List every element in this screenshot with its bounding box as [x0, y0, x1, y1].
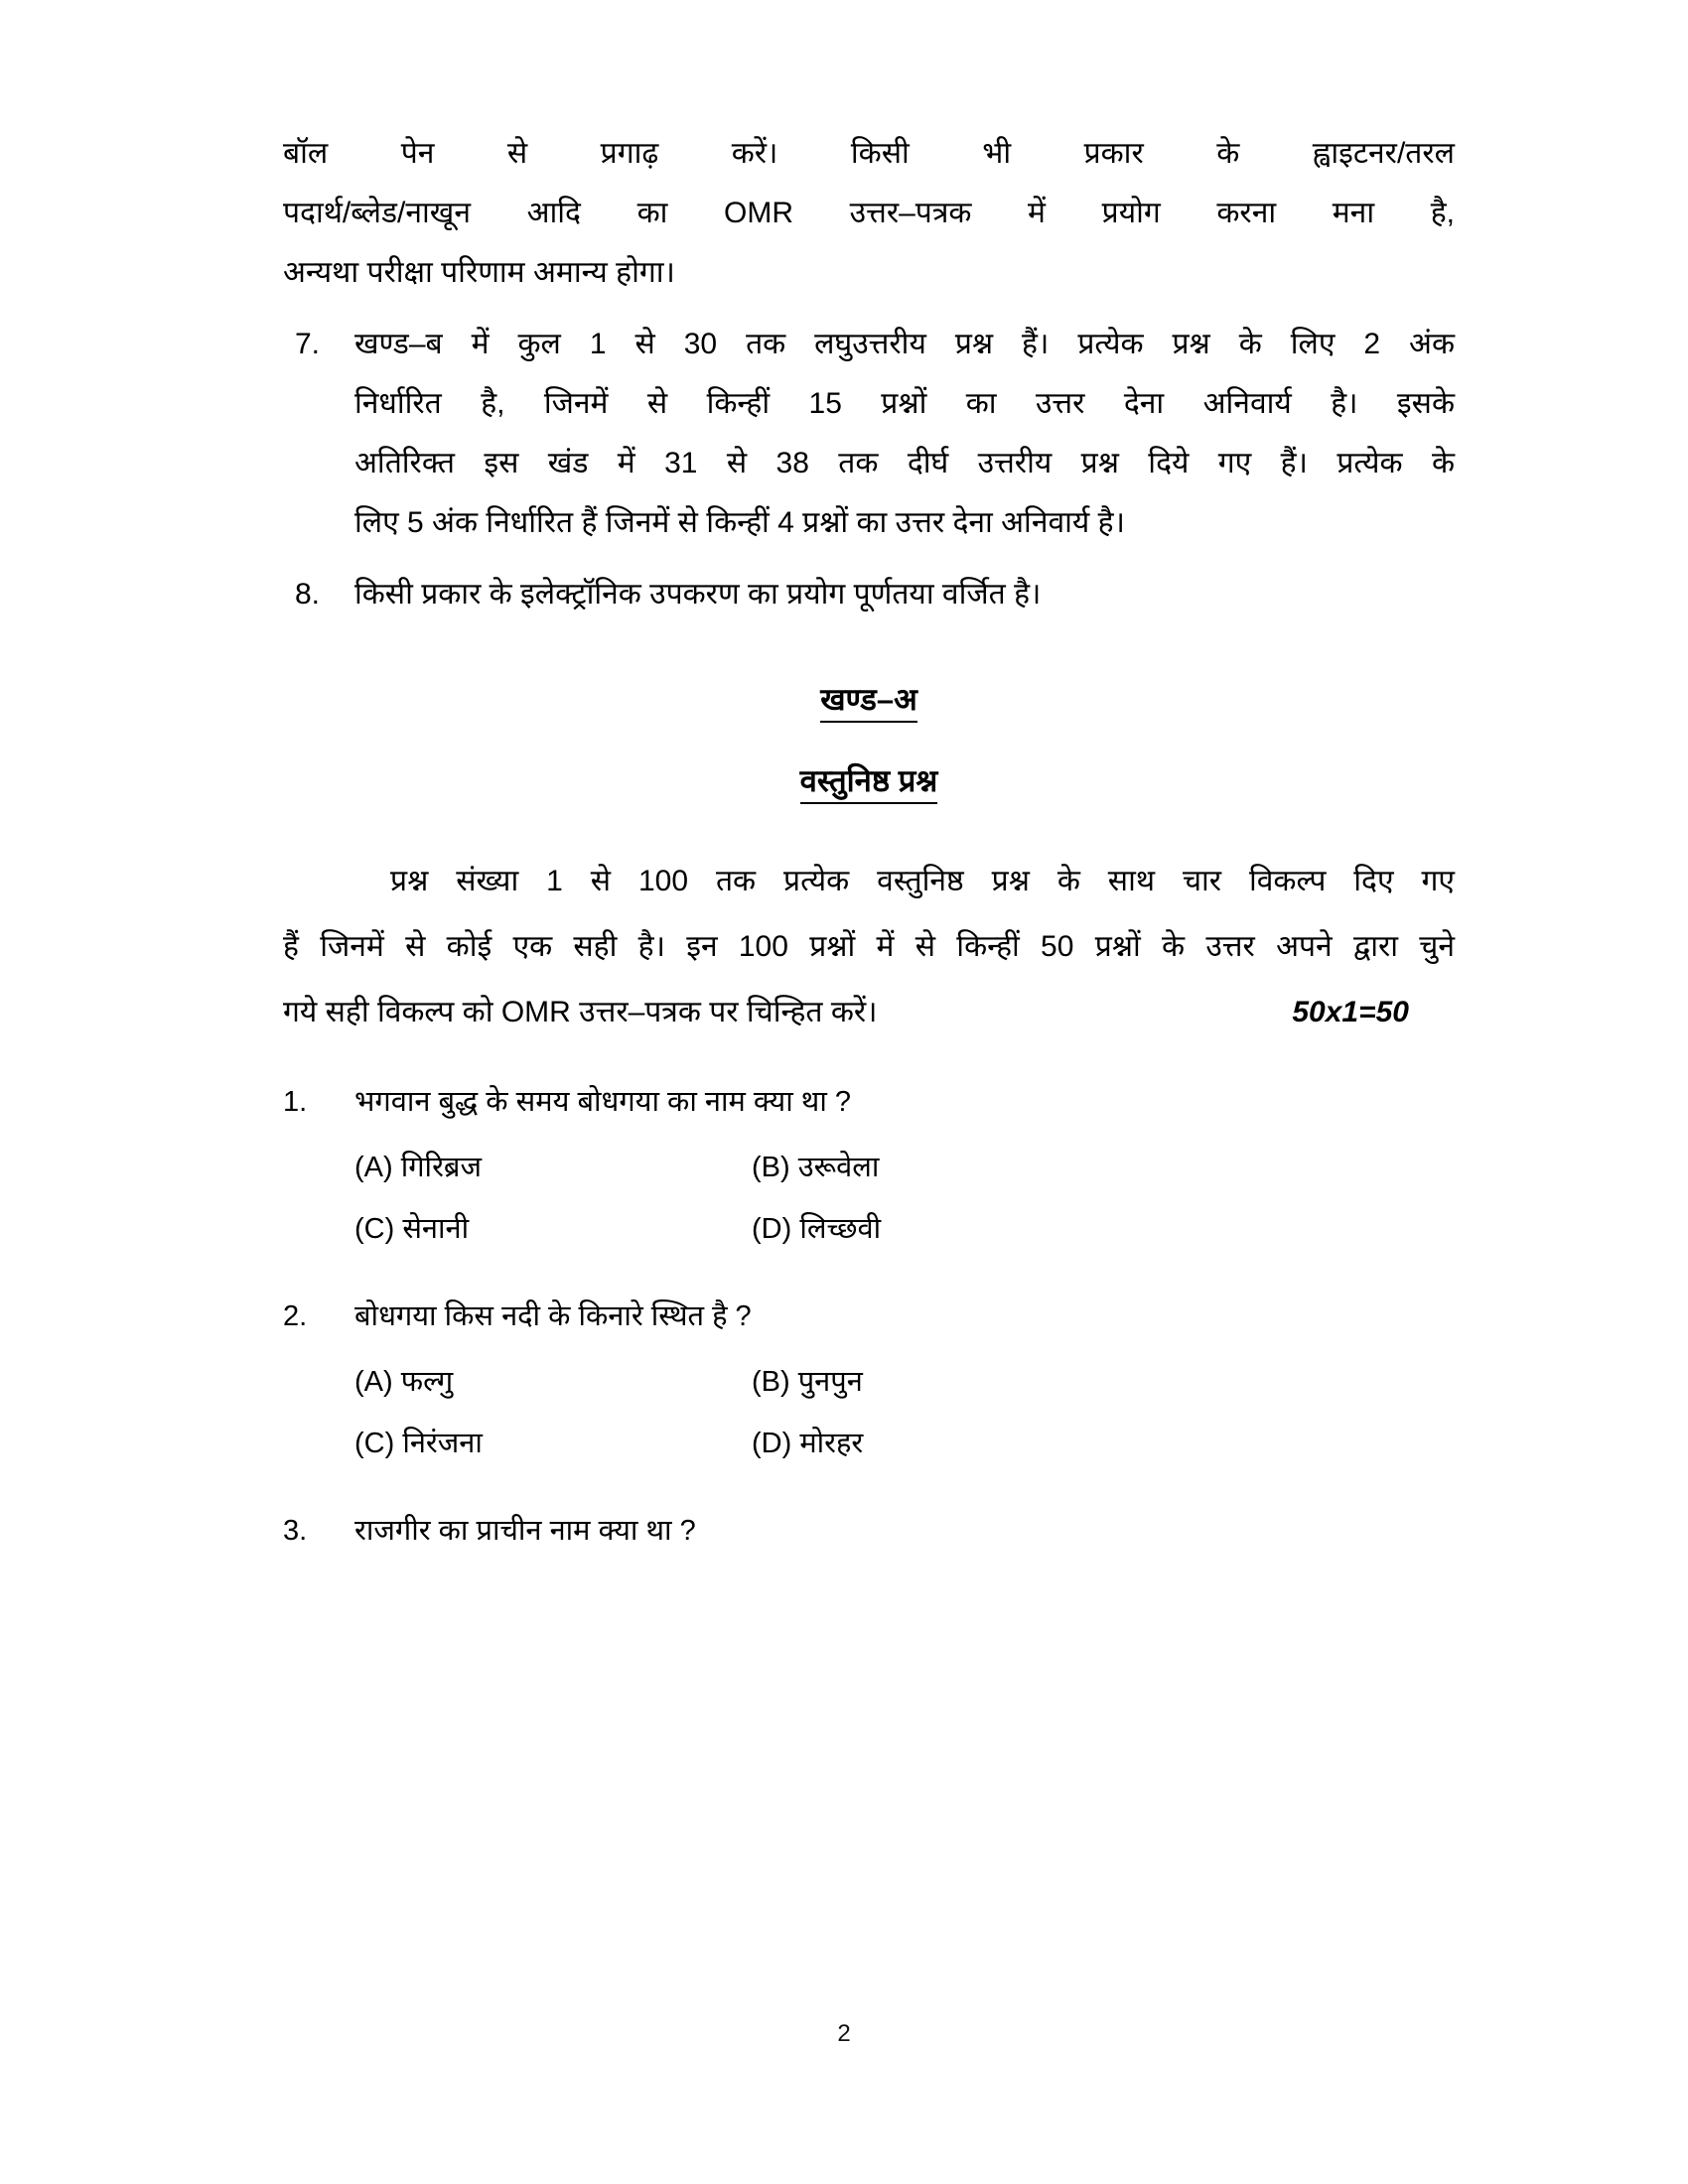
instruction-body-8: [354, 565, 1455, 624]
question-1-text: भगवान बुद्ध के समय बोधगया का नाम क्या था ?: [354, 1086, 852, 1118]
question-1-option-row-1: [354, 1137, 1455, 1198]
top-paragraph-line-1: बॉल पेन से प्रगाढ़ करें। किसी भी प्रकार के ह्वाइटनर/तरल: [283, 137, 1455, 170]
section-heading-text: खण्ड–अ: [820, 682, 917, 723]
section-heading: [283, 678, 1455, 720]
question-1-option-c[interactable]: (C) सेनानी: [354, 1213, 470, 1245]
objective-instructions-line-1: प्रश्न संख्या 1 से 100 तक प्रत्येक वस्तुनिष्ठ प्रश्न के साथ चार विकल्प दिए गए: [390, 865, 1455, 897]
question-2-text: बोधगया किस नदी के किनारे स्थित है ?: [354, 1300, 752, 1332]
question-item-3: [283, 1500, 1455, 1562]
question-2-row: [283, 1286, 1455, 1347]
instruction-7-line-4: लिए 5 अंक निर्धारित हैं जिनमें से किन्हीं 4 प्रश्नों का उत्तर देना अनिवार्य है।: [354, 506, 1125, 539]
page-content: [283, 124, 1455, 1562]
question-2-option-d[interactable]: (D) मोरहर: [752, 1428, 864, 1459]
instruction-7-line-1: खण्ड–ब में कुल 1 से 30 तक लघुउत्तरीय प्रश्न हैं। प्रत्येक प्रश्न के लिए 2 अंक: [354, 328, 1455, 360]
question-1-option-d[interactable]: (D) लिच्छवी: [752, 1213, 882, 1245]
question-item-1: [283, 1071, 1455, 1260]
top-paragraph-line-3: अन्यथा परीक्षा परिणाम अमान्य होगा।: [283, 256, 675, 289]
instruction-7-line-3: अतिरिक्त इस खंड में 31 से 38 तक दीर्घ उत्तरीय प्रश्न दिये गए हैं। प्रत्येक के: [354, 447, 1455, 479]
question-2-option-a[interactable]: (A) फल्गु: [354, 1366, 454, 1398]
question-2-option-row-2: [354, 1413, 1455, 1474]
marks-allocation: 50x1=50: [1292, 996, 1409, 1028]
question-3-number: 3.: [283, 1515, 308, 1547]
top-paragraph: [283, 124, 1455, 303]
objective-instructions-line-3: गये सही विकल्प को OMR उत्तर–पत्रक पर चिन्हित करें।: [283, 996, 878, 1028]
objective-instructions-line-2: हैं जिनमें से कोई एक सही है। इन 100 प्रश्नों में से किन्हीं 50 प्रश्नों के उत्तर अपने द्वारा चुने: [283, 930, 1455, 963]
question-1-option-b[interactable]: (B) उरूवेला: [752, 1152, 880, 1183]
question-1-row: [283, 1071, 1455, 1133]
question-2-option-b[interactable]: (B) पुनपुन: [752, 1366, 863, 1398]
question-2-option-c[interactable]: (C) निरंजना: [354, 1428, 483, 1459]
instruction-number-8: 8.: [295, 578, 321, 611]
question-1-options: [354, 1137, 1455, 1260]
question-item-2: [283, 1286, 1455, 1474]
question-2-number: 2.: [283, 1300, 308, 1332]
question-3-row: [283, 1500, 1455, 1562]
question-2-options: [354, 1351, 1455, 1474]
page-number: 2: [837, 2020, 851, 2047]
question-2-option-row-1: [354, 1351, 1455, 1413]
instruction-item-8: [283, 565, 1455, 624]
question-1-option-a[interactable]: (A) गिरिब्रज: [354, 1152, 483, 1183]
section-subheading: [283, 759, 1455, 801]
instruction-8-line-1: किसी प्रकार के इलेक्ट्रॉनिक उपकरण का प्रयोग पूर्णतया वर्जित है।: [354, 578, 1042, 611]
objective-instructions: [283, 849, 1455, 1045]
section-subheading-text: वस्तुनिष्ठ प्रश्न: [800, 763, 938, 804]
question-3-text: राजगीर का प्राचीन नाम क्या था ?: [354, 1515, 696, 1547]
question-1-option-row-2: [354, 1198, 1455, 1260]
top-paragraph-line-2: पदार्थ/ब्लेड/नाखून आदि का OMR उत्तर–पत्रक में प्रयोग करना मना है,: [283, 197, 1455, 229]
instruction-number-7: 7.: [295, 328, 321, 360]
instruction-7-line-2: निर्धारित है, जिनमें से किन्हीं 15 प्रश्नों का उत्तर देना अनिवार्य है। इसके: [354, 387, 1455, 420]
instruction-item-7: [283, 315, 1455, 553]
objective-instructions-line-3-row: [283, 980, 1455, 1045]
question-1-number: 1.: [283, 1086, 308, 1118]
instruction-body-7: [354, 315, 1455, 553]
